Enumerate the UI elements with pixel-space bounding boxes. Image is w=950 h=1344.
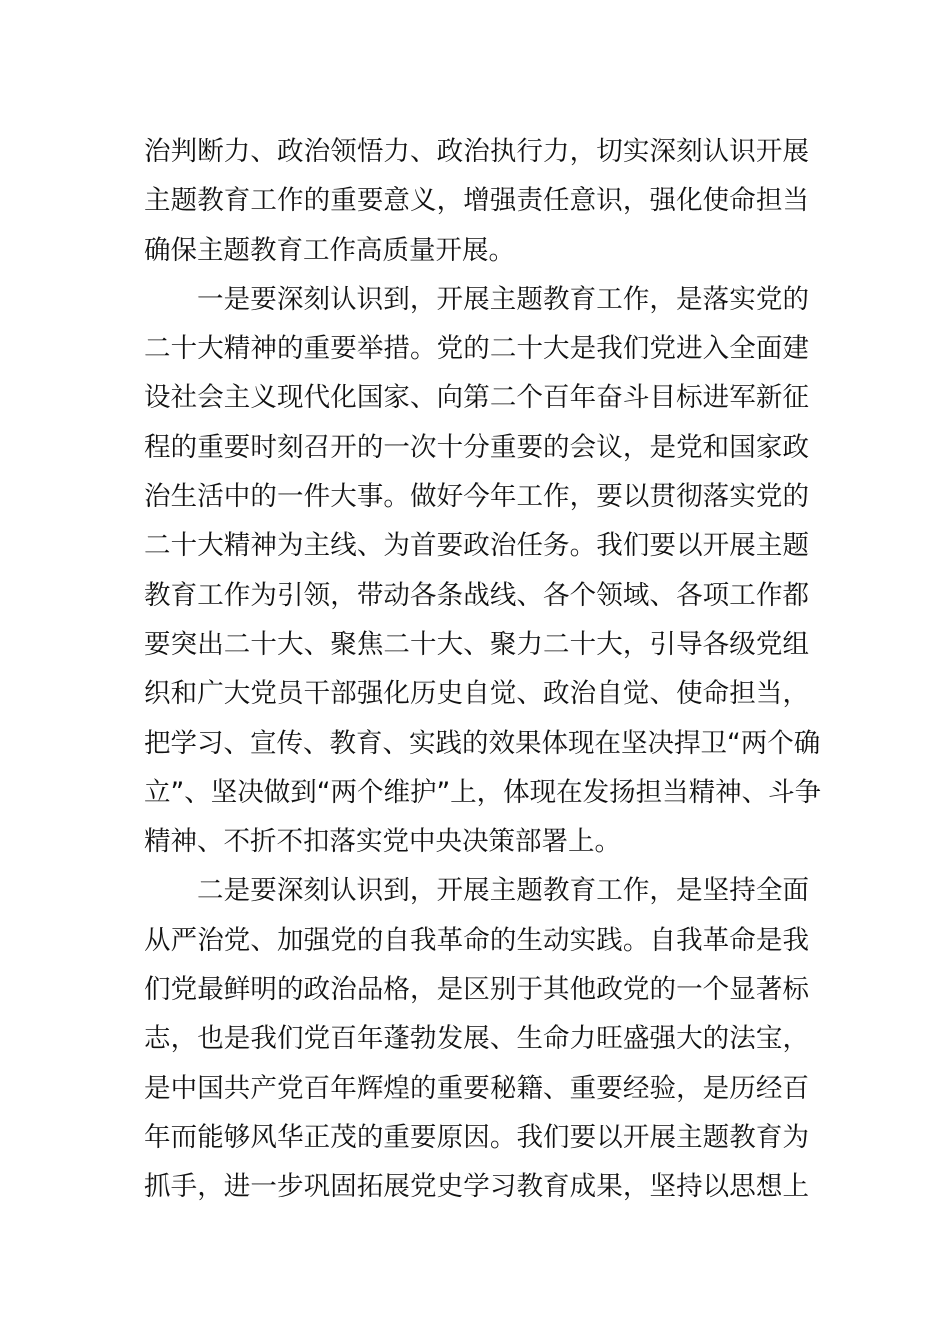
text-line: 织和广大党员干部强化历史自觉、政治自觉、使命担当，: [144, 678, 809, 710]
text-line: 设社会主义现代化国家、向第二个百年奋斗目标进军新征: [144, 382, 809, 414]
text-line: 一是要深刻认识到，开展主题教育工作，是落实党的: [197, 283, 809, 315]
text-line: 从严治党、加强党的自我革命的生动实践。自我革命是我: [144, 924, 809, 956]
text-line: 要突出二十大、聚焦二十大、聚力二十大，引导各级党组: [144, 628, 809, 660]
paragraph-2: [144, 275, 822, 867]
text-line: 志，也是我们党百年蓬勃发展、生命力旺盛强大的法宝，: [144, 1023, 809, 1055]
text-line: 程的重要时刻召开的一次十分重要的会议，是党和国家政: [144, 431, 809, 463]
text-line: 二十大精神为主线、为首要政治任务。我们要以开展主题: [144, 530, 809, 562]
text-line: 主题教育工作的重要意义，增强责任意识，强化使命担当: [144, 185, 809, 217]
text-line: 是中国共产党百年辉煌的重要秘籍、重要经验，是历经百: [144, 1072, 809, 1104]
text-line: 治判断力、政治领悟力、政治执行力，切实深刻认识开展: [144, 136, 809, 167]
text-line: 把学习、宣传、教育、实践的效果体现在坚决捍卫“两个确: [144, 727, 821, 759]
document-body: [144, 127, 822, 1212]
text-line: 教育工作为引领，带动各条战线、各个领域、各项工作都: [144, 579, 809, 611]
text-line: 年而能够风华正茂的重要原因。我们要以开展主题教育为: [144, 1121, 809, 1153]
text-line: 立”、坚决做到“两个维护”上，体现在发扬担当精神、斗争: [144, 776, 822, 808]
paragraph-3: [144, 866, 809, 1211]
text-line: 们党最鲜明的政治品格，是区别于其他政党的一个显著标: [144, 974, 809, 1006]
text-line: 精神、不折不扣落实党中央决策部署上。: [144, 826, 621, 858]
text-line: 二是要深刻认识到，开展主题教育工作，是坚持全面: [197, 875, 809, 907]
text-line: 抓手，进一步巩固拓展党史学习教育成果，坚持以思想上: [144, 1171, 809, 1203]
text-line: 治生活中的一件大事。做好今年工作，要以贯彻落实党的: [144, 481, 809, 513]
paragraph-1: [144, 127, 809, 275]
text-line: 二十大精神的重要举措。党的二十大是我们党进入全面建: [144, 333, 809, 365]
text-line: 确保主题教育工作高质量开展。: [144, 234, 515, 266]
